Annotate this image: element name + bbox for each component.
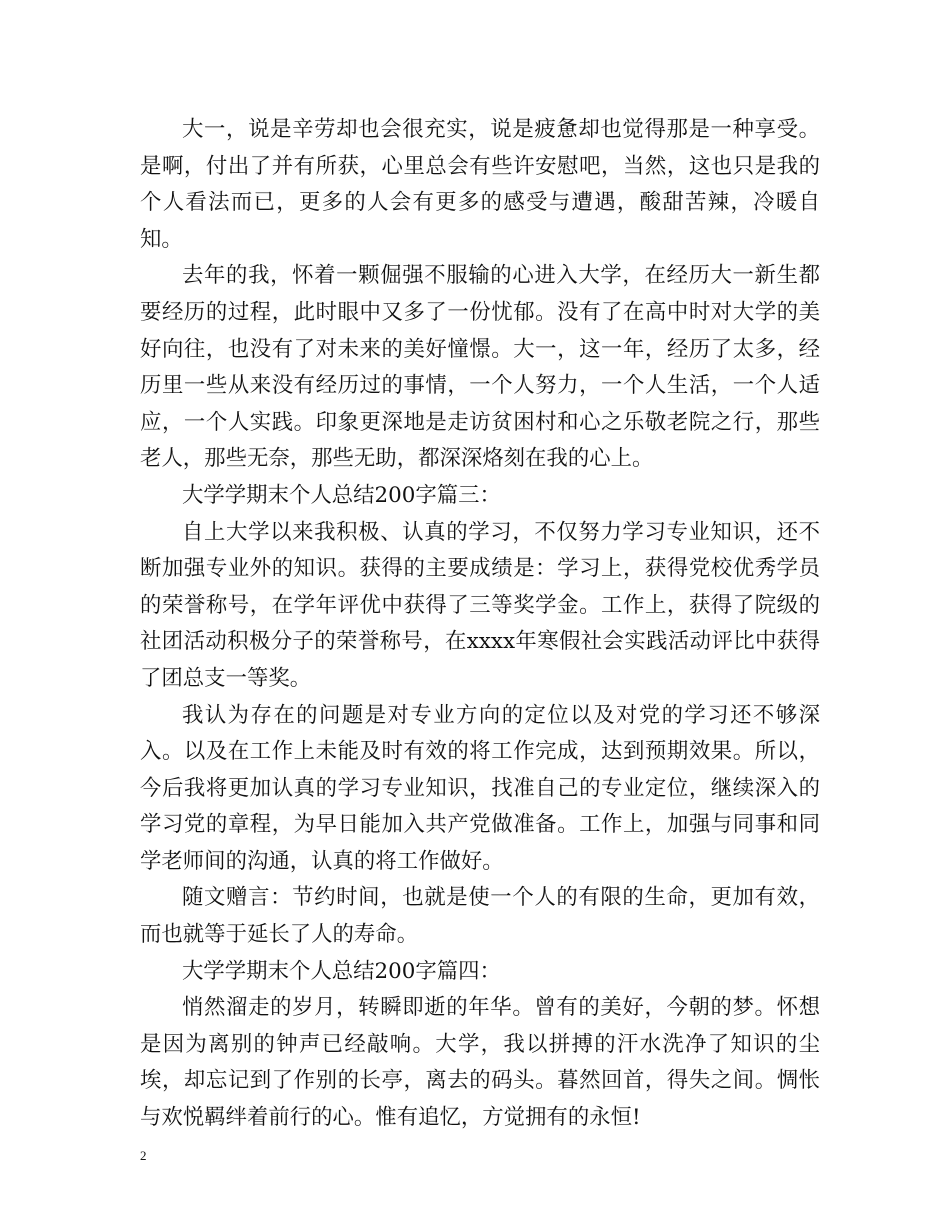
section-heading-part-three: 大学学期末个人总结200字篇三： [182, 482, 501, 508]
paragraph-achievements: 自上大学以来我积极、认真的学习，不仅努力学习专业知识，还不断加强专业外的知识。获得的主要成绩是：学习上，获得党校优秀学员的荣誉称号，在学年评优中获得了三等奖学金。工作上，获得了院级的社团活动积极分子的荣誉称号，在xxxx年寒假社会实践活动评比中获得了团总支一等奖。 [140, 519, 820, 691]
paragraph-closing-quote: 随文赠言：节约时间，也就是使一个人的有限的生命，更加有效，而也就等于延长了人的寿命。 [140, 885, 820, 948]
paragraph-freshman-year: 大一，说是辛劳却也会很充实，说是疲惫却也觉得那是一种享受。是啊，付出了并有所获，心里总会有些许安慰吧，当然，这也只是我的个人看法而已，更多的人会有更多的感受与遭遇，酸甜苦辣，冷暖自知。 [140, 117, 820, 252]
paragraph-problems: 我认为存在的问题是对专业方向的定位以及对党的学习还不够深入。以及在工作上未能及时有效的将工作完成，达到预期效果。所以，今后我将更加认真的学习专业知识，找准自己的专业定位，继续深入的学习党的章程，为早日能加入共产党做准备。工作上，加强与同事和同学老师间的沟通，认真的将工作做好。 [140, 702, 820, 874]
page-number: 2 [140, 1148, 147, 1163]
document-body [140, 112, 820, 1137]
paragraph-last-year: 去年的我，怀着一颗倔强不服输的心进入大学，在经历大一新生都要经历的过程，此时眼中又多了一份忧郁。没有了在高中时对大学的美好向往，也没有了对未来的美好憧憬。大一，这一年，经历了太多，经历里一些从来没有经历过的事情，一个人努力，一个人生活，一个人适应，一个人实践。印象更深地是走访贫困村和心之乐敬老院之行，那些老人，那些无奈，那些无助，都深深烙刻在我的心上。 [140, 263, 820, 472]
paragraph-reflection: 悄然溜走的岁月，转瞬即逝的年华。曾有的美好，今朝的梦。怀想是因为离别的钟声已经敲响。大学，我以拼搏的汗水洗净了知识的尘埃，却忘记到了作别的长亭，离去的码头。暮然回首，得失之间。惆怅与欢悦羁绊着前行的心。惟有追忆，方觉拥有的永恒! [140, 995, 820, 1131]
section-heading-part-four: 大学学期末个人总结200字篇四： [182, 958, 501, 984]
